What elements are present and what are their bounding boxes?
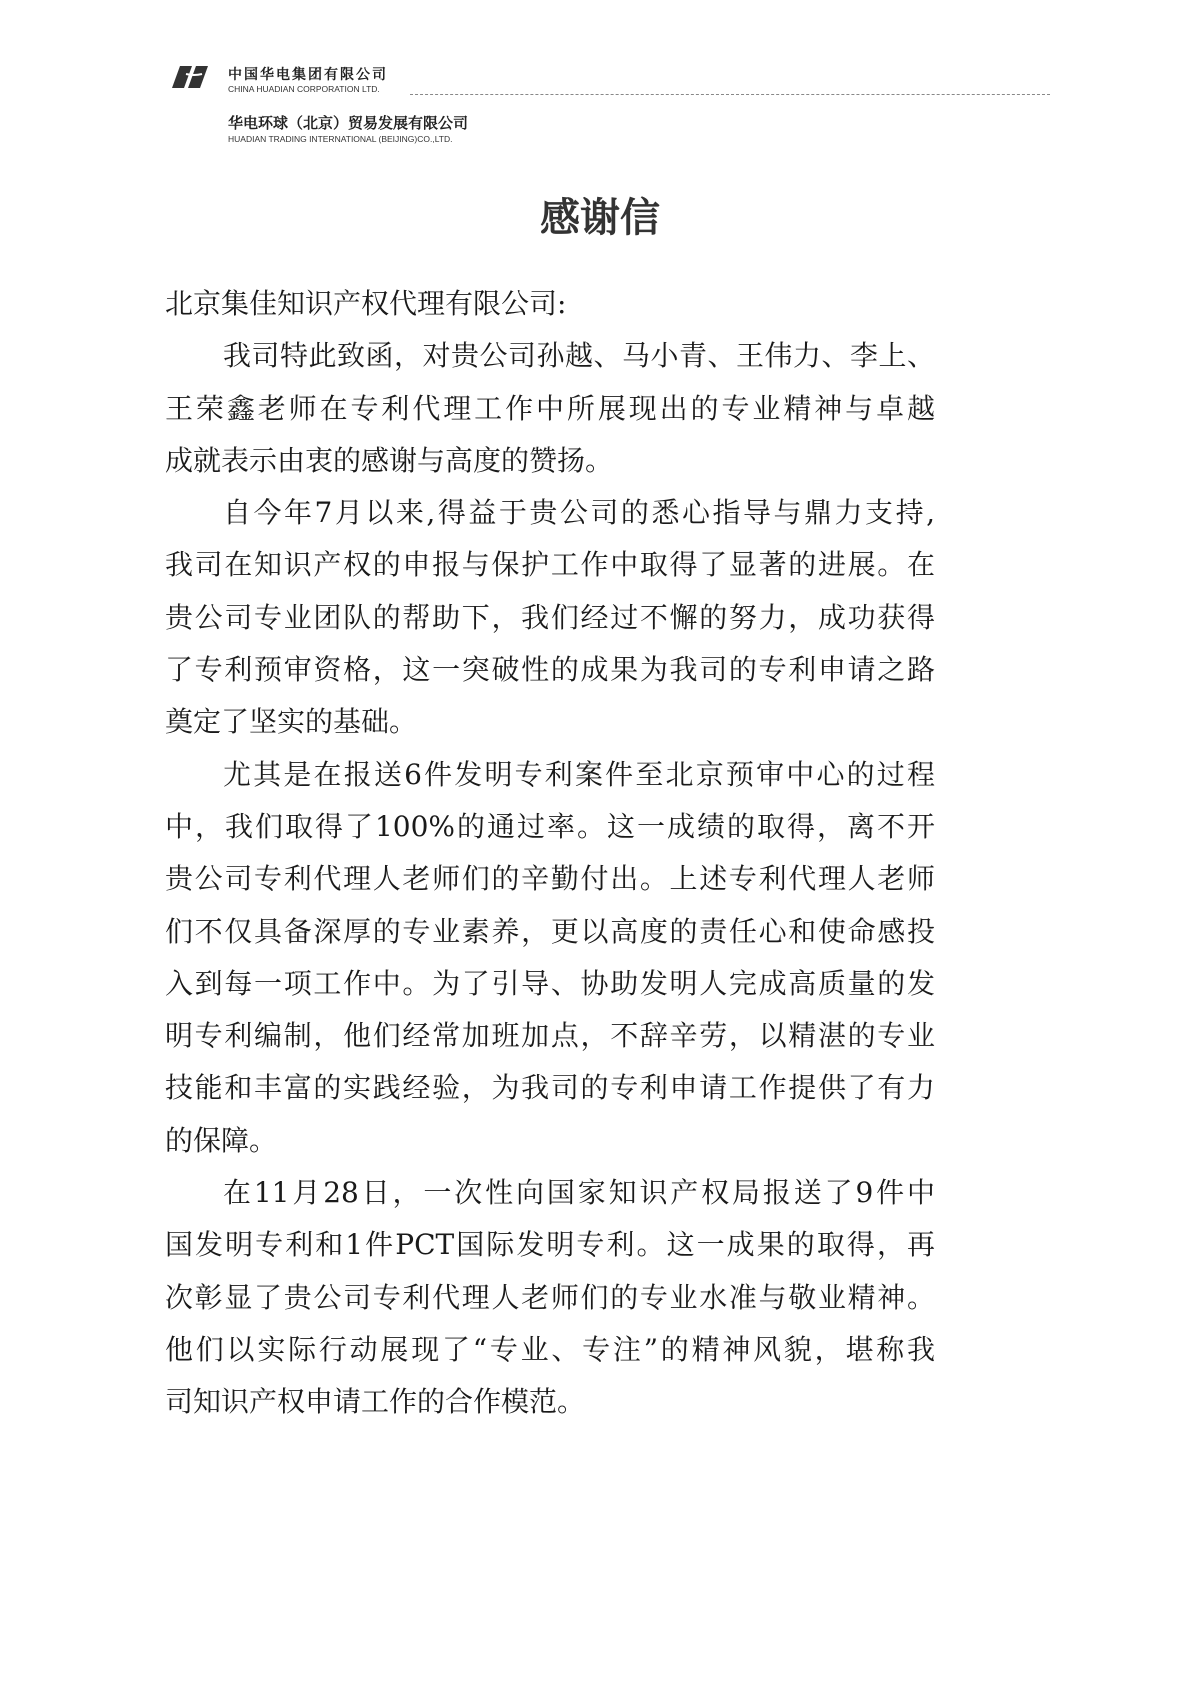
text-line: 次彰显了贵公司专利代理人老师们的专业水准与敬业精神。 [165,1280,935,1314]
text-line: 入到每一项工作中。为了引导、协助发明人完成高质量的发 [165,966,935,1000]
text-line: 贵公司专业团队的帮助下，我们经过不懈的努力，成功获得 [165,600,935,634]
company-name-en: HUADIAN TRADING INTERNATIONAL (BEIJING)CO.,LTD. [228,134,453,144]
letter-body [165,284,935,1435]
text-line: 我司特此致函，对贵公司孙越、马小青、王伟力、李上、 [223,339,935,373]
text-line: 尤其是在报送6件发明专利案件至北京预审中心的过程 [223,757,935,791]
text-line: 北京集佳知识产权代理有限公司: [165,287,567,320]
text-line: 在11月28日，一次性向国家知识产权局报送了9件中 [223,1176,935,1210]
text-line: 中，我们取得了100%的通过率。这一成绩的取得，离不开 [165,809,935,843]
text-line: 贵公司专利代理人老师们的辛勤付出。上述专利代理人老师 [165,862,935,896]
text-line: 技能和丰富的实践经验，为我司的专利申请工作提供了有力 [165,1071,935,1105]
huadian-logo [172,66,212,88]
text-line: 们不仅具备深厚的专业素养，更以高度的责任心和使命感投 [165,914,935,948]
text-line: 的保障。 [165,1123,278,1157]
text-line: 自今年7月以来,得益于贵公司的悉心指导与鼎力支持, [223,496,935,530]
text-line: 他们以实际行动展现了“专业、专注”的精神风貌，堪称我 [165,1332,935,1366]
company-name-cn: 华电环球（北京）贸易发展有限公司 [228,114,469,132]
letter-title: 感谢信 [540,195,660,241]
text-line: 了专利预审资格，这一突破性的成果为我司的专利申请之路 [165,653,935,687]
text-line: 成就表示由衷的感谢与高度的赞扬。 [165,443,614,477]
parent-company-name-cn: 中国华电集团有限公司 [228,67,388,83]
text-line: 王荣鑫老师在专利代理工作中所展现出的专业精神与卓越 [165,391,935,425]
text-line: 国发明专利和1件PCT国际发明专利。这一成果的取得，再 [165,1228,935,1262]
letterhead-divider [410,94,1050,95]
text-line: 奠定了坚实的基础。 [165,705,418,739]
parent-company-name-en: CHINA HUADIAN CORPORATION LTD. [228,84,380,94]
text-line: 明专利编制，他们经常加班加点，不辞辛劳，以精湛的专业 [165,1019,935,1053]
text-line: 司知识产权申请工作的合作模范。 [165,1385,586,1419]
text-line: 我司在知识产权的申报与保护工作中取得了显著的进展。在 [165,548,935,582]
